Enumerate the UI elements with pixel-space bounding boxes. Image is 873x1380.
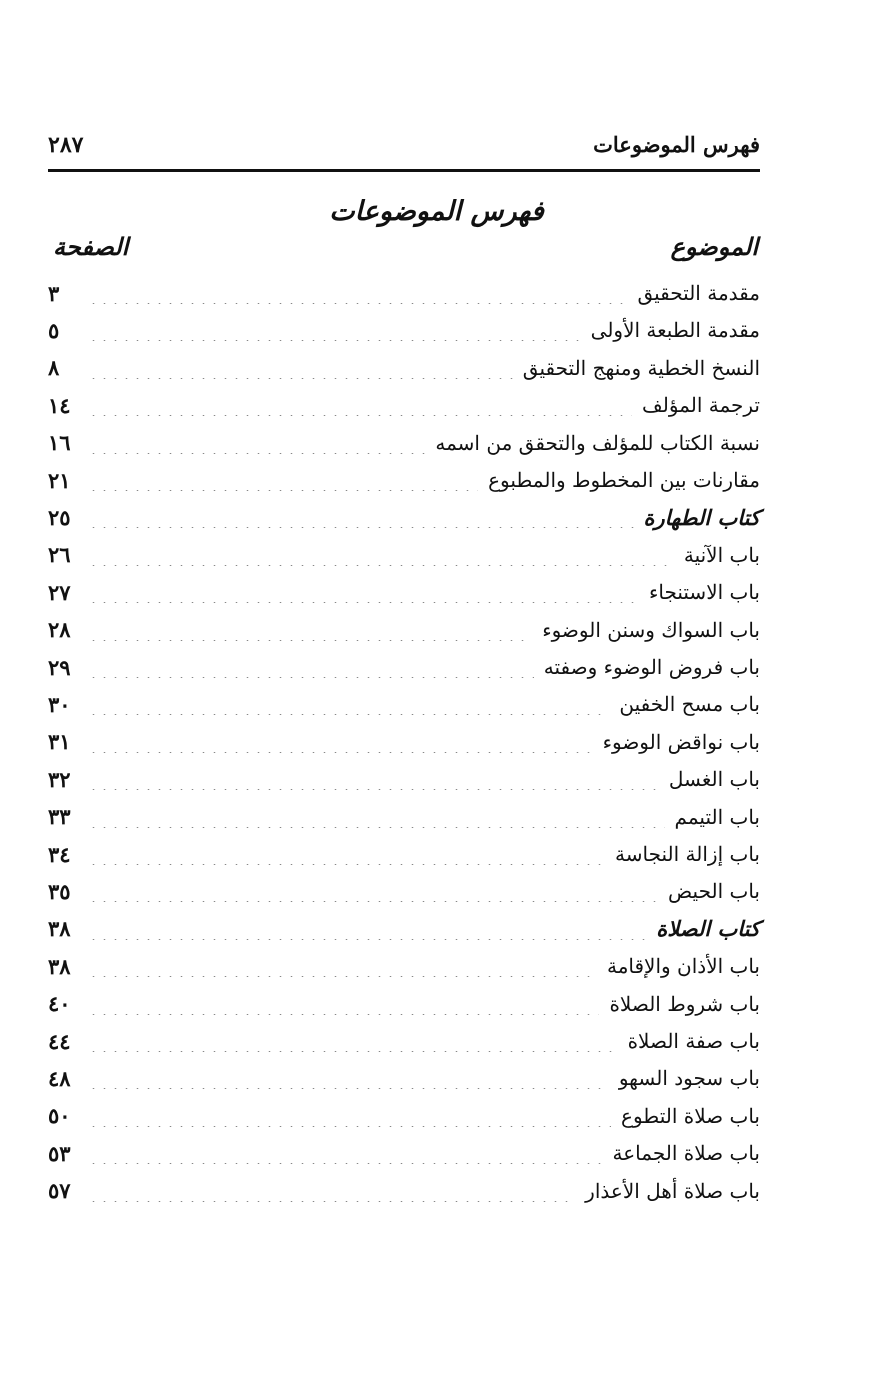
toc-row — [48, 649, 760, 685]
toc-entry-page: ٥٣ — [48, 1140, 71, 1166]
toc-entry-title: باب صلاة التطوع — [621, 1103, 760, 1128]
toc-entry-page: ٣٤ — [48, 841, 71, 867]
dot-leader — [88, 1030, 618, 1052]
toc-entry-title: باب الآنية — [683, 542, 760, 567]
toc-entry-title: مقدمة الطبعة الأولى — [590, 318, 760, 343]
toc-entry-title: باب فروض الوضوء وصفته — [543, 655, 760, 679]
toc-entry-page: ٢٥ — [48, 504, 71, 530]
running-title: فهرس الموضوعات — [593, 132, 760, 157]
toc-row — [48, 1060, 760, 1096]
dot-leader — [88, 843, 605, 865]
toc-entry-page: ٥٠ — [48, 1103, 71, 1129]
dot-leader — [88, 1180, 575, 1202]
dot-leader — [88, 282, 627, 304]
toc-row — [48, 873, 760, 909]
toc-row — [48, 612, 760, 648]
dot-leader — [88, 693, 609, 715]
toc-entry-page: ٣٨ — [48, 916, 71, 942]
dot-leader — [88, 1067, 609, 1089]
toc-row — [48, 275, 760, 311]
dot-leader — [88, 619, 532, 641]
toc-entry-page: ٣١ — [48, 729, 71, 755]
toc-entry-page: ٣٢ — [48, 766, 71, 792]
toc-entry-page: ٤٨ — [48, 1065, 71, 1091]
toc-entry-title: باب صلاة الجماعة — [612, 1141, 760, 1166]
dot-leader — [88, 656, 534, 678]
dot-leader — [88, 581, 639, 603]
toc-entry-title: باب صلاة أهل الأعذار — [585, 1178, 760, 1203]
toc-row — [48, 1098, 760, 1134]
toc-entry-page: ٣٥ — [48, 878, 71, 904]
toc-entry-title: باب إزالة النجاسة — [615, 842, 760, 866]
toc-entry-title: باب صفة الصلاة — [627, 1029, 760, 1053]
toc-section-row — [48, 911, 760, 947]
toc-entry-page: ٢٧ — [48, 579, 71, 605]
dot-leader — [88, 880, 658, 902]
page-title: فهرس الموضوعات — [329, 196, 544, 227]
toc-entry-page: ٣ — [48, 280, 60, 306]
toc-entry-page: ٥ — [48, 317, 60, 343]
toc-row — [48, 761, 760, 797]
dot-leader — [88, 955, 597, 977]
toc-entry-page: ٥٧ — [48, 1178, 71, 1204]
toc-entry-title: كتاب الطهارة — [643, 504, 760, 530]
dot-leader — [88, 469, 478, 491]
dot-leader — [88, 768, 659, 790]
toc-entry-page: ٣٨ — [48, 953, 71, 979]
toc-entry-page: ٨ — [48, 355, 60, 381]
dot-leader — [88, 357, 513, 379]
toc-entry-title: النسخ الخطية ومنهج التحقيق — [522, 355, 760, 380]
toc-entry-title: باب الاستنجاء — [648, 580, 760, 605]
toc-entry-page: ٢١ — [48, 467, 71, 493]
toc-row — [48, 387, 760, 423]
toc-entry-title: باب السواك وسنن الوضوء — [542, 617, 760, 642]
toc-row — [48, 462, 760, 498]
toc-entry-title: باب شروط الصلاة — [609, 991, 760, 1016]
toc-entry-page: ٢٨ — [48, 617, 71, 643]
toc-entry-page: ٤٠ — [48, 991, 71, 1017]
toc-row — [48, 1023, 760, 1059]
toc-entry-title: باب الغسل — [668, 767, 760, 792]
header-divider — [48, 169, 760, 172]
toc-row — [48, 1173, 760, 1209]
toc-entry-title: باب نواقض الوضوء — [602, 729, 760, 754]
dot-leader — [88, 731, 593, 753]
page-column-header: الصفحة — [53, 232, 129, 261]
toc-row — [48, 574, 760, 610]
toc-row — [48, 948, 760, 984]
toc-entry-page: ٢٦ — [48, 542, 71, 568]
toc-row — [48, 686, 760, 722]
toc-entry-title: باب الحيض — [668, 879, 760, 904]
dot-leader — [88, 806, 665, 828]
toc-section-row — [48, 499, 760, 535]
toc-row — [48, 799, 760, 835]
toc-row — [48, 986, 760, 1022]
toc-entry-title: نسبة الكتاب للمؤلف والتحقق من اسمه — [435, 430, 760, 455]
toc-row — [48, 425, 760, 461]
toc-row — [48, 836, 760, 872]
toc-entry-title: كتاب الصلاة — [656, 916, 760, 942]
toc-row — [48, 537, 760, 573]
dot-leader — [88, 319, 581, 341]
dot-leader — [88, 394, 632, 416]
toc-entry-title: مقدمة التحقيق — [637, 281, 760, 305]
topic-column-header: الموضوع — [670, 232, 758, 261]
running-header — [48, 130, 760, 170]
dot-leader — [88, 993, 599, 1015]
toc-entry-page: ١٦ — [48, 430, 71, 456]
toc-entry-page: ١٤ — [48, 392, 71, 418]
toc-entry-page: ٣٠ — [48, 691, 71, 717]
dot-leader — [88, 1105, 611, 1127]
toc-row — [48, 724, 760, 760]
toc-row — [48, 312, 760, 348]
toc-entry-page: ٢٩ — [48, 654, 71, 680]
dot-leader — [88, 432, 425, 454]
dot-leader — [88, 544, 674, 566]
toc-entry-title: ترجمة المؤلف — [642, 393, 760, 418]
toc-entry-title: باب سجود السهو — [618, 1066, 760, 1091]
toc-entry-page: ٤٤ — [48, 1028, 71, 1054]
toc-entry-title: باب التيمم — [674, 804, 760, 829]
dot-leader — [88, 1142, 603, 1164]
page-number: ٢٨٧ — [48, 132, 84, 158]
toc-row — [48, 350, 760, 386]
toc-entry-title: مقارنات بين المخطوط والمطبوع — [488, 468, 760, 492]
toc-entry-title: باب الأذان والإقامة — [606, 954, 760, 979]
toc-entry-page: ٣٣ — [48, 804, 71, 830]
dot-leader — [88, 918, 646, 940]
toc-row — [48, 1135, 760, 1171]
toc-entry-title: باب مسح الخفين — [619, 692, 760, 717]
dot-leader — [88, 506, 634, 528]
